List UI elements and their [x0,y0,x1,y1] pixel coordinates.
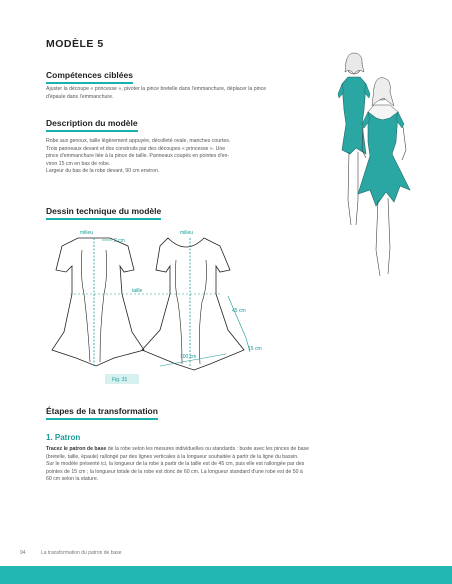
etapes-line: (bretelle, taille, épaule) rallongé par des lignes verticales à la longueur souhaitée à partir de la ligne du bassin. [46,453,299,460]
competences-text: Ajuster la découpe « princesse », pivoter la pince bretelle dans l'emmanchure, déplacer la pince d'épaule dans l'emmanchure. [46,86,267,100]
description-text [46,138,316,176]
description-line: Largeur du bas de la robe devant, 90 cm environ. [46,168,160,175]
dress-front-view [142,238,244,370]
figure-back [338,53,370,225]
description-line: Robe aux genoux, taille légèrement appuyée, décolleté ovale, manches courtes. [46,138,231,144]
fig-label: Fig. 31 [112,377,128,383]
milieu-right-label: milieu [180,230,194,236]
description-line: viron 15 cm en bas de robe. [46,160,111,167]
milieu-left-label: milieu [80,230,94,236]
technical-drawing [50,226,280,388]
competences-heading: Compétences ciblées [46,70,133,84]
dress-back-view [52,238,144,366]
dessin-heading: Dessin technique du modèle [46,206,161,220]
page-title: MODÈLE 5 [46,38,104,50]
etapes-line: pointes de 15 cm ; la longueur totale de la robe est donc de 60 cm. La longueur standard d'une robe est de 50 à [46,468,303,475]
patron-subheading: 1. Patron [46,433,81,442]
description-heading: Description du modèle [46,118,138,132]
two-cm-label: 2 cm [114,238,125,244]
footer-bar [0,566,452,584]
etapes-line [46,446,416,454]
fifteen-cm-label: 15 cm [248,346,262,352]
hundred-cm-label: 100 cm [180,354,197,360]
etapes-line: 60 cm selon la stature. [46,476,99,483]
etapes-line: Sur le modèle présenté ici, la longueur de la robe à partir de la taille est de 45 cm, puis elle est rallongée par des [46,461,305,468]
etapes-line-0: de la robe selon les mesures individuelles ou standards : buste avec les pinces de base [106,446,309,452]
dimension-lines [70,240,250,366]
fashion-illustration [318,50,423,285]
taille-label: taille [132,288,143,294]
description-line: pince d'emmanchure liée à la pince de taille. Panneaux coupés en pointes d'en- [46,153,230,160]
fortyfive-cm-label: 45 cm [232,308,246,314]
etapes-lead: Tracez le patron de base [46,446,107,452]
description-line: Trois panneaux devant et dos construits par des découpes « princesse ». Une [46,145,226,152]
etapes-heading: Étapes de la transformation [46,406,158,420]
figure-front [358,78,410,276]
footer [20,550,136,556]
page-number: 94 [20,550,26,556]
etapes-text [46,446,416,484]
footer-title: La transformation du patron de base [40,550,122,556]
